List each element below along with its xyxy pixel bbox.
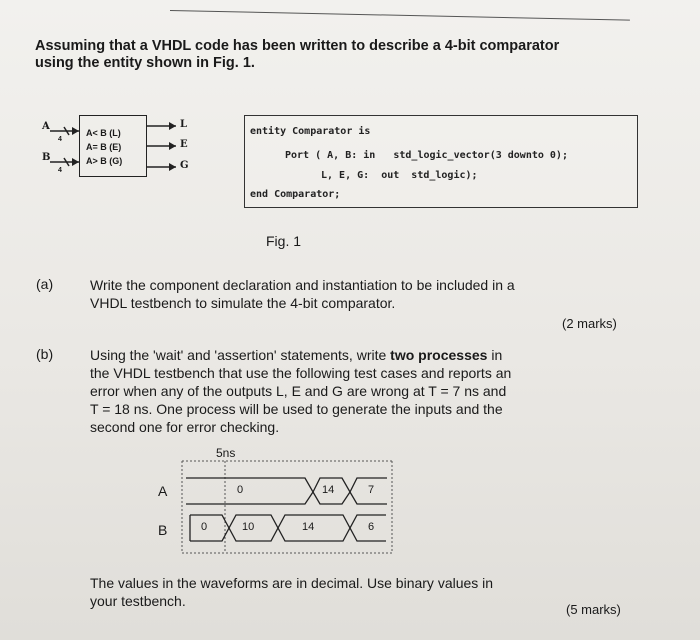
- signal-b-value: 0: [201, 521, 208, 533]
- question-b-footer: [90, 574, 590, 610]
- question-b-marks: (5 marks): [566, 602, 621, 617]
- question-b-line-1-prefix: Using the 'wait' and 'assertion' statements, write: [90, 347, 391, 363]
- box-label-e: A= B (E): [86, 142, 122, 152]
- code-line-4: end Comparator;: [250, 189, 341, 200]
- signal-b-value: 6: [368, 521, 375, 533]
- question-b-line: second one for error checking.: [90, 419, 280, 435]
- signal-a-label: A: [158, 483, 168, 499]
- input-b-label: B: [42, 152, 51, 163]
- question-b-line: the VHDL testbench that use the following test cases and reports an: [90, 365, 512, 381]
- box-label-l: A< B (L): [86, 128, 121, 138]
- question-a-line: Write the component declaration and instantiation to be included in a: [90, 277, 515, 293]
- signal-b-label: B: [158, 522, 168, 538]
- output-l-label: L: [180, 119, 188, 130]
- code-line-2: Port ( A, B: in std_logic_vector(3 downto 0);: [285, 150, 568, 161]
- question-b-line-1-suffix: in: [487, 347, 503, 363]
- question-a-label: (a): [36, 276, 54, 292]
- input-a-label: A: [42, 121, 50, 132]
- question-b-label: (b): [36, 346, 54, 362]
- output-e-label: E: [180, 139, 188, 150]
- signal-a-value: 0: [237, 484, 244, 496]
- bus-width-a: 4: [58, 136, 62, 143]
- question-b-line: error when any of the outputs L, E and G are wrong at T = 7 ns and: [90, 383, 507, 399]
- box-label-g: A> B (G): [86, 156, 123, 166]
- question-b-line: T = 18 ns. One process will be used to generate the inputs and the: [90, 401, 503, 417]
- signal-a-value: 14: [322, 484, 335, 496]
- footer-line: your testbench.: [90, 593, 186, 609]
- code-line-3: L, E, G: out std_logic);: [321, 170, 478, 181]
- bus-width-b: 4: [58, 167, 62, 174]
- signal-b-value: 14: [302, 521, 315, 533]
- question-b-bold-phrase: two processes: [390, 347, 488, 363]
- question-a-line: VHDL testbench to simulate the 4-bit comparator.: [90, 295, 396, 311]
- signal-a-value: 7: [368, 484, 375, 496]
- footer-line: The values in the waveforms are in decimal. Use binary values in: [90, 575, 494, 591]
- signal-b-value: 10: [242, 521, 255, 533]
- output-g-label: G: [180, 160, 189, 171]
- question-a-marks: (2 marks): [562, 316, 617, 331]
- intro-line-2: using the entity shown in Fig. 1.: [35, 55, 255, 71]
- figure-caption: Fig. 1: [266, 233, 302, 249]
- code-line-1: entity Comparator is: [250, 126, 371, 137]
- waveform-time-label: 5ns: [216, 446, 236, 460]
- intro-line-1: Assuming that a VHDL code has been written to describe a 4-bit comparator: [35, 38, 560, 54]
